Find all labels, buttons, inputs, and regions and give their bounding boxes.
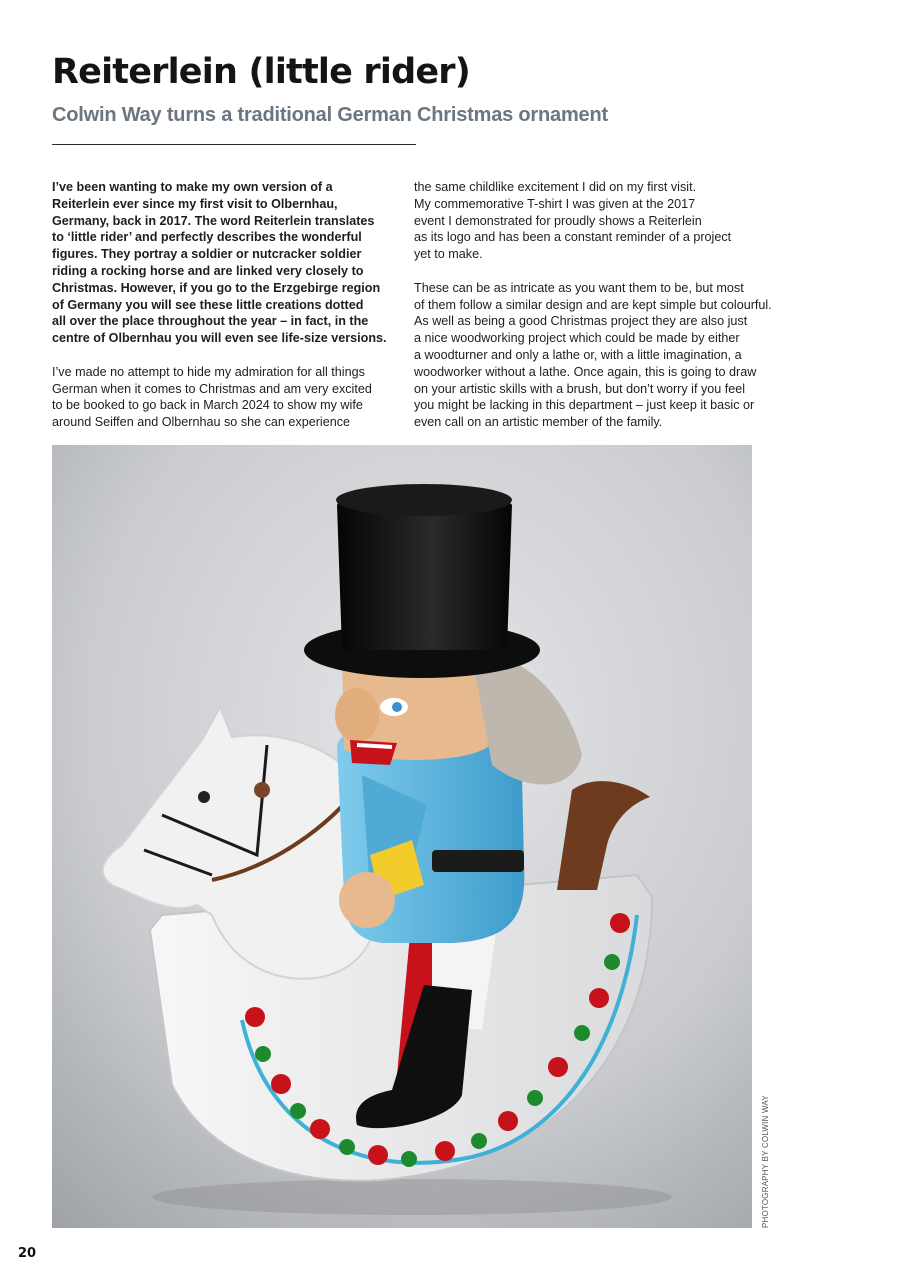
text-column-right bbox=[414, 179, 774, 448]
body-paragraph-1: I’ve made no attempt to hide my admiration for all things German when it comes to Christmas and am very excited to be booked to go back in March 2024 to show my wife around Seiffen and Olbernhau so she can experience bbox=[52, 364, 372, 430]
article-subtitle: Colwin Way turns a traditional German Christmas ornament bbox=[52, 104, 608, 126]
photo-credit: PHOTOGRAPHY BY COLWIN WAY bbox=[761, 1095, 770, 1228]
page-number: 20 bbox=[18, 1246, 37, 1261]
body-paragraph-2: the same childlike excitement I did on my first visit. My commemorative T-shirt I was given at the 2017 event I demonstrated for proudly shows a Reiterlein as its logo and has been a constant reminder of a project yet to make. bbox=[414, 180, 732, 262]
title-divider bbox=[52, 144, 416, 145]
body-paragraph-3: These can be as intricate as you want them to be, but most of them follow a similar design and are kept simple but colourful. As well as being a good Christmas project they are also just a nice woodworking project which could be made by either a woodturner and only a lathe or, with a little imagination, a woodworker without a lathe. Once again, this is going to draw on your artistic skills with a brush, but don’t worry if you feel you might be lacking in this department – just keep it basic or even call on an artistic member of the family. bbox=[414, 280, 772, 430]
rider-belt bbox=[432, 850, 524, 872]
rider-hand bbox=[339, 872, 395, 928]
text-column-left bbox=[52, 179, 392, 448]
reiterlein-illustration bbox=[52, 445, 752, 1228]
article-title: Reiterlein (little rider) bbox=[52, 52, 470, 92]
intro-paragraph: I’ve been wanting to make my own version of a Reiterlein ever since my first visit to Olbernhau, Germany, back in 2017. The word Reiterlein translates to ‘little rider’ and perfectly describes the wonderful figures. They portray a soldier or nutcracker soldier riding a rocking horse and are linked very closely to Christmas. However, if you go to the Erzgebirge region of Germany you will see these little creations dotted all over the place throughout the year – in fact, in the centre of Olbernhau you will even see life-size versions. bbox=[52, 180, 387, 346]
reiterlein-photo bbox=[52, 445, 752, 1228]
